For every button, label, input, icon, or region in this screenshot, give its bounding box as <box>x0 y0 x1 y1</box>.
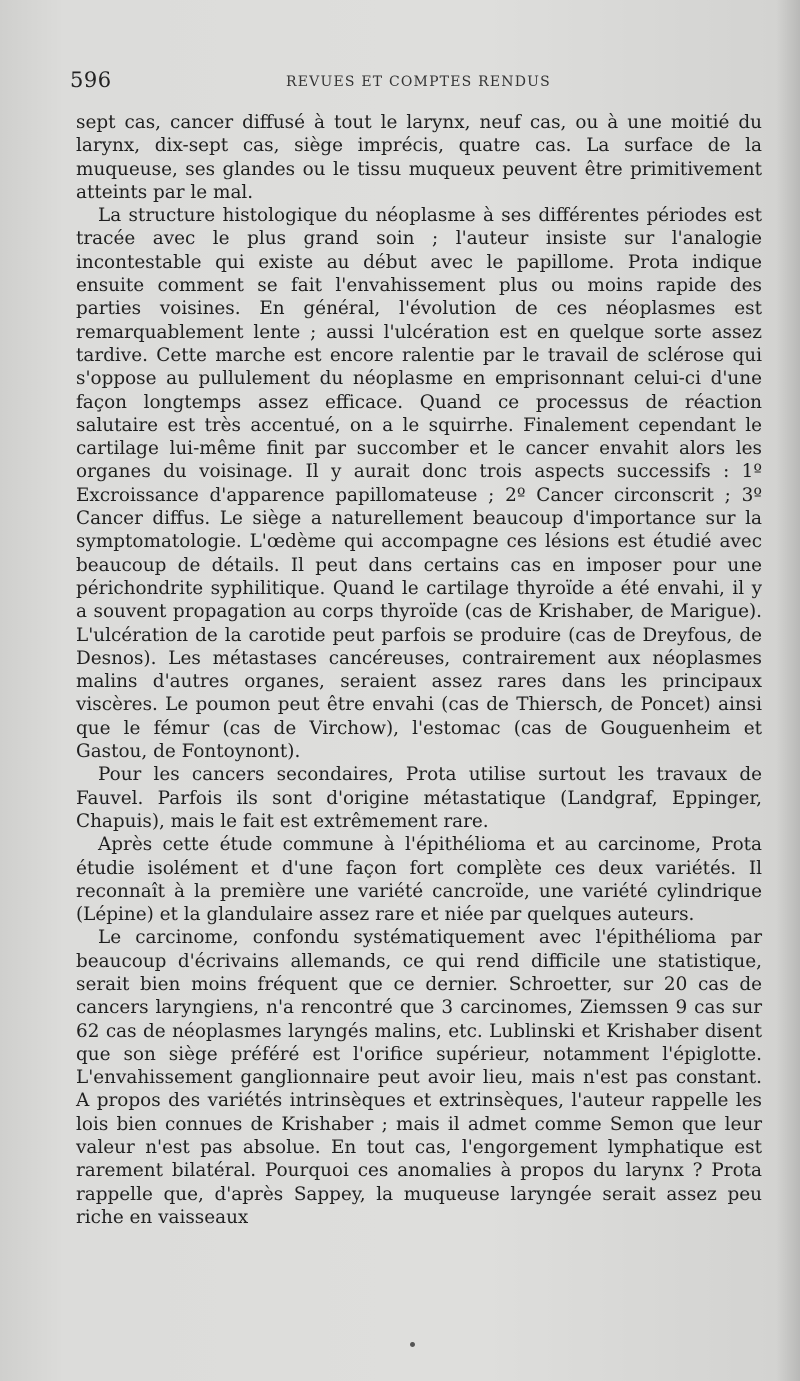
body-text <box>76 111 762 1229</box>
paragraph-4: Après cette étude commune à l'épithélioma et au carcinome, Prota étudie isolément et d'une façon fort complète ces deux variétés. Il reconnaît à la première une variété cancroïde, une variété cylindrique (Lépine) et la glandulaire assez rare et niée par quelques auteurs. <box>76 834 762 926</box>
paragraph-2: La structure histologique du néoplasme à ses différentes périodes est tracée avec le plus grand soin ; l'auteur insiste sur l'analogie incontestable qui existe au début avec le papillome. Prota indique ensuite comment se fait l'envahissement plus ou moins rapide des parties voisines. En général, l'évolution de ces néoplasmes est remarquablement lente ; aussi l'ulcération est en quelque sorte assez tardive. Cette marche est encore ralentie par le travail de sclérose qui s'oppose au pullulement du néoplasme en emprisonnant celui-ci d'une façon longtemps assez efficace. Quand ce processus de réaction salutaire est très accentué, on a le squirrhe. Finalement cependant le cartilage lui-même finit par succomber et le cancer envahit alors les organes du voisinage. Il y aurait donc trois aspects successifs : 1º Excroissance d'apparence papillomateuse ; 2º Cancer circonscrit ; 3º Cancer diffus. Le siège a naturellement beaucoup d'importance sur la symptomatologie. L'œdème qui accompagne ces lésions est étudié avec beaucoup de détails. Il peut dans certains cas en imposer pour une périchondrite syphilitique. Quand le cartilage thyroïde a été envahi, il y a souvent propagation au corps thyroïde (cas de Krishaber, de Marigue). L'ulcération de la carotide peut parfois se produire (cas de Dreyfous, de Desnos). Les métastases cancéreuses, contrairement aux néoplasmes malins d'autres organes, seraient assez rares dans les principaux viscères. Le poumon peut être envahi (cas de Thiersch, de Poncet) ainsi que le fémur (cas de Virchow), l'estomac (cas de Gouguenheim et Gastou, de Fontoynont). <box>76 205 762 763</box>
page-number: 596 <box>70 68 112 92</box>
running-head: REVUES ET COMPTES RENDUS <box>286 74 551 90</box>
footer-dot <box>410 1342 415 1347</box>
paragraph-5: Le carcinome, confondu systématiquement avec l'épithélioma par beaucoup d'écrivains allemands, ce qui rend difficile une statistique, serait bien moins fréquent que ce dernier. Schroetter, sur 20 cas de cancers laryngiens, n'a rencontré que 3 carcinomes, Ziemssen 9 cas sur 62 cas de néoplasmes laryngés malins, etc. Lublinski et Krishaber disent que son siège préféré est l'orifice supérieur, notamment l'épiglotte. L'envahissement ganglionnaire peut avoir lieu, mais n'est pas constant. A propos des variétés intrinsèques et extrinsèques, l'auteur rappelle les lois bien connues de Krishaber ; mais il admet comme Semon que leur valeur n'est pas absolue. En tout cas, l'engorgement lymphatique est rarement bilatéral. Pourquoi ces anomalies à propos du larynx ? Prota rappelle que, d'après Sappey, la muqueuse laryngée serait assez peu riche en vaisseaux <box>76 927 762 1228</box>
paragraph-3: Pour les cancers secondaires, Prota utilise surtout les travaux de Fauvel. Parfois ils sont d'origine métastatique (Landgraf, Eppinger, Chapuis), mais le fait est extrêmement rare. <box>76 764 762 832</box>
page-header <box>70 64 770 104</box>
paragraph-1: sept cas, cancer diffusé à tout le larynx, neuf cas, ou à une moitié du larynx, dix-sept cas, siège imprécis, quatre cas. La surface de la muqueuse, ses glandes ou le tissu muqueux peuvent être primitivement atteints par le mal. <box>76 112 762 203</box>
